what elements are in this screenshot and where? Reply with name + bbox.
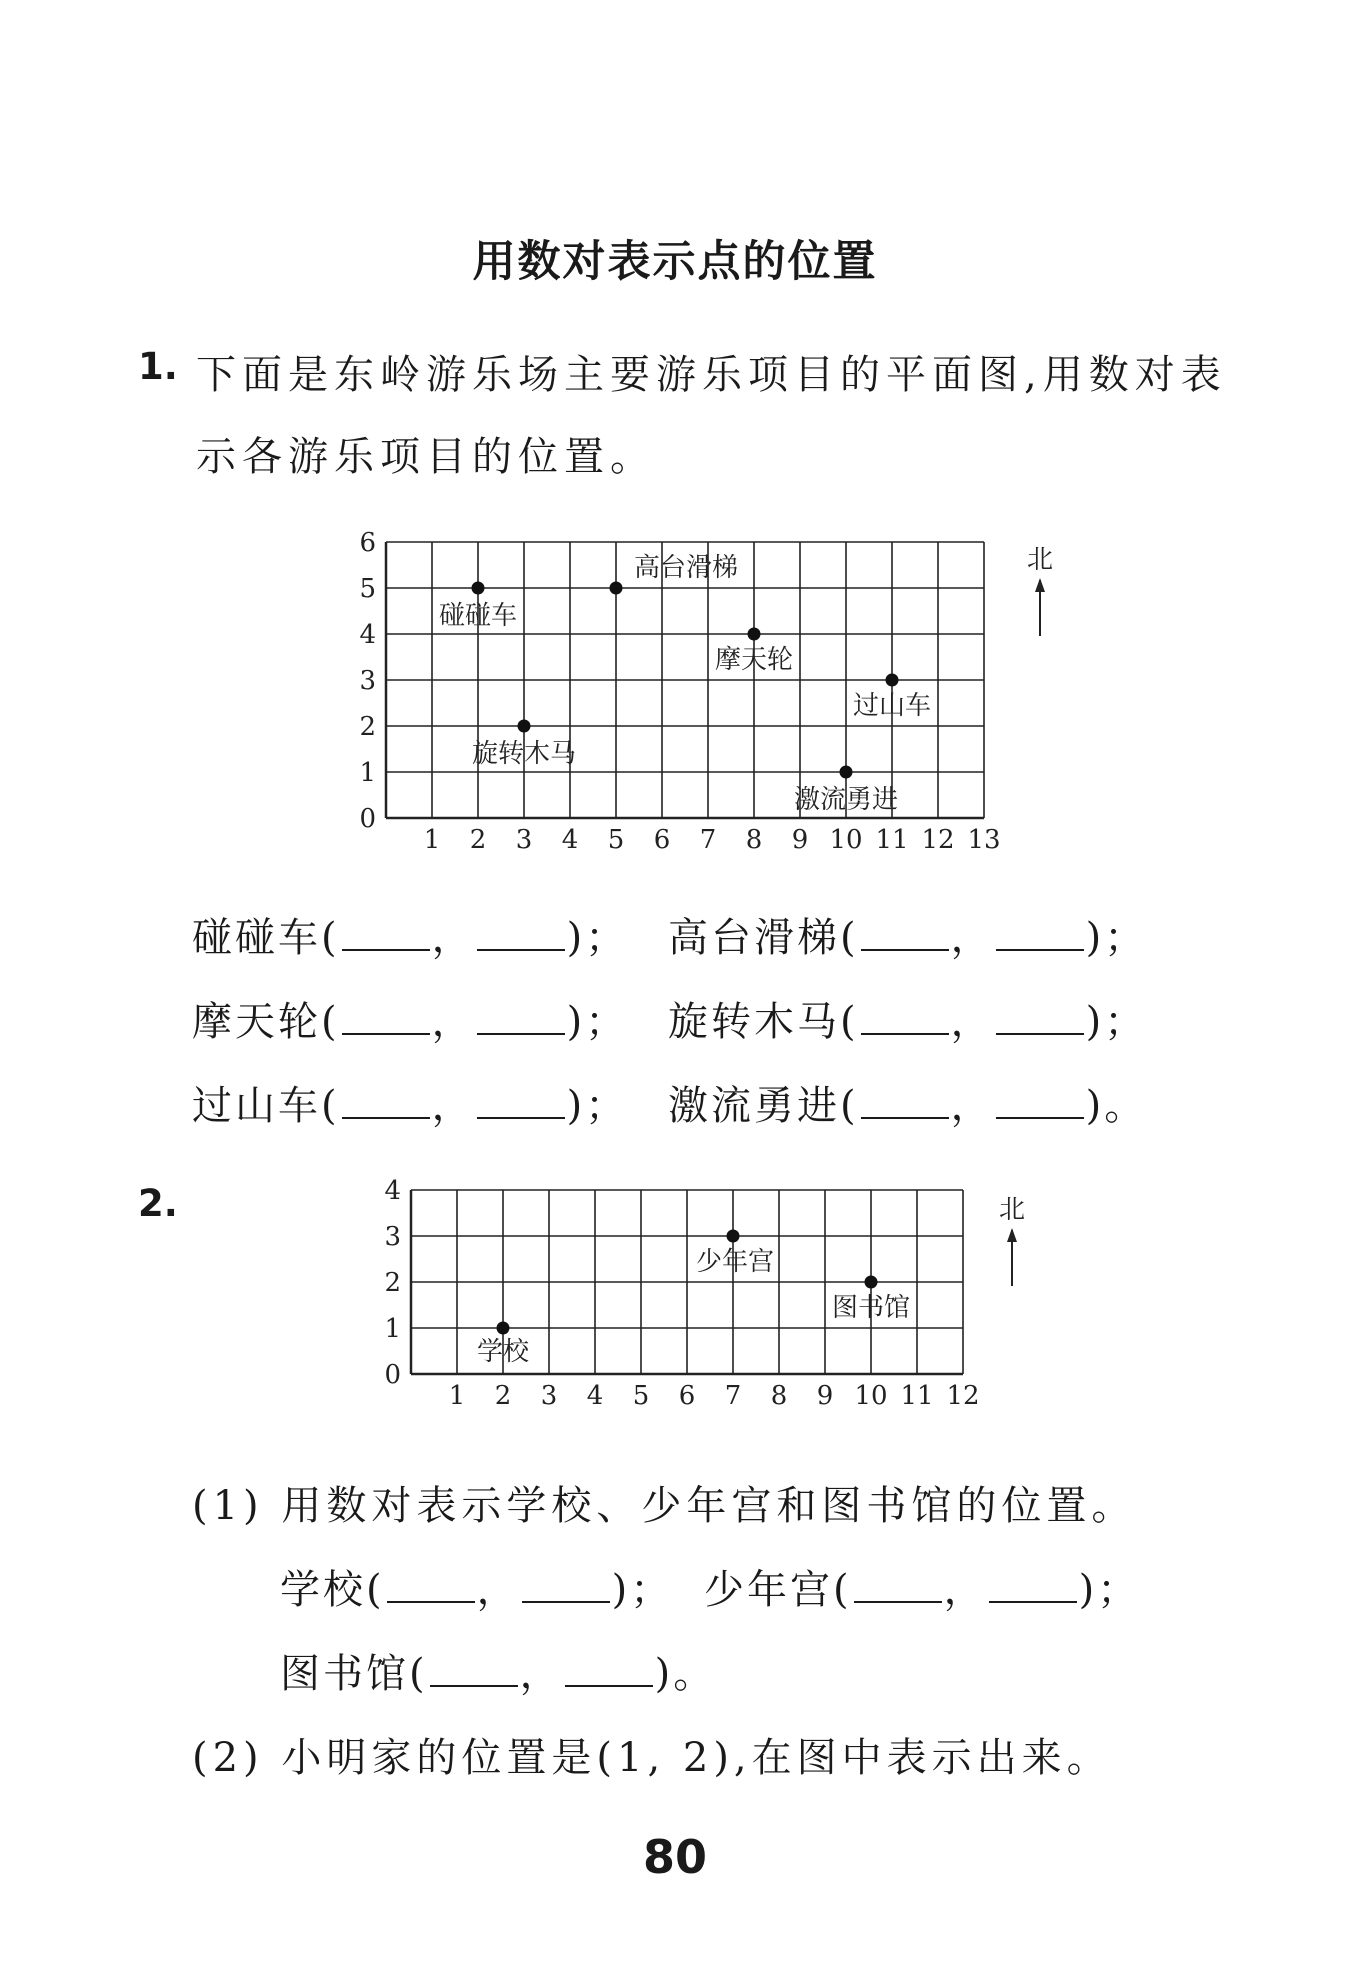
answer-label: 图书馆 bbox=[280, 1651, 409, 1697]
comma: ， bbox=[950, 915, 994, 961]
answer-row bbox=[668, 906, 1147, 963]
question-1-text-line1: 下面是东岭游乐场主要游乐项目的平面图,用数对表 bbox=[196, 352, 1227, 398]
part-marker: (2) bbox=[192, 1735, 264, 1781]
x-tick-label: 9 bbox=[816, 1381, 834, 1411]
part-text: 小明家的位置是(1, 2),在图中表示出来。 bbox=[281, 1735, 1112, 1781]
north-label: 北 bbox=[1026, 545, 1054, 575]
x-tick-label: 12 bbox=[921, 825, 955, 855]
paren-close: )； bbox=[1085, 915, 1148, 961]
answer-label: 过山车 bbox=[192, 1083, 321, 1129]
answer-row bbox=[192, 990, 628, 1047]
answer-label: 旋转木马 bbox=[668, 999, 840, 1045]
data-point bbox=[497, 1322, 510, 1335]
x-tick-label: 10 bbox=[829, 825, 863, 855]
answer-row bbox=[280, 1558, 673, 1615]
part-text: 用数对表示学校、少年宫和图书馆的位置。 bbox=[281, 1483, 1137, 1529]
y-tick-label: 2 bbox=[384, 1268, 401, 1299]
question-1-number: 1. bbox=[138, 345, 178, 388]
data-point bbox=[840, 766, 853, 779]
answer-row bbox=[280, 1642, 716, 1699]
answer-blank-y[interactable] bbox=[477, 919, 565, 951]
x-tick-label: 5 bbox=[632, 1381, 650, 1411]
answer-blank-y[interactable] bbox=[565, 1655, 653, 1687]
paren-close: )； bbox=[566, 915, 629, 961]
paren-close: )。 bbox=[1085, 1083, 1148, 1129]
answer-label: 学校 bbox=[280, 1567, 366, 1613]
answer-row bbox=[668, 990, 1147, 1047]
paren-open: ( bbox=[321, 1083, 340, 1129]
data-point bbox=[518, 720, 531, 733]
point-label: 激流勇进 bbox=[793, 785, 899, 815]
paren-close: )； bbox=[611, 1567, 674, 1613]
north-label: 北 bbox=[998, 1195, 1026, 1225]
paren-open: ( bbox=[840, 915, 859, 961]
point-label: 过山车 bbox=[852, 691, 932, 721]
answer-blank-x[interactable] bbox=[861, 1003, 949, 1035]
point-label: 学校 bbox=[476, 1337, 530, 1367]
y-tick-label: 6 bbox=[359, 528, 376, 559]
paren-close: )； bbox=[566, 999, 629, 1045]
answer-blank-x[interactable] bbox=[861, 1087, 949, 1119]
answer-row bbox=[192, 1074, 628, 1131]
paren-open: ( bbox=[321, 999, 340, 1045]
y-tick-label: 4 bbox=[384, 1176, 401, 1207]
x-tick-label: 8 bbox=[745, 825, 763, 855]
x-tick-label: 9 bbox=[791, 825, 809, 855]
paren-open: ( bbox=[840, 999, 859, 1045]
paren-open: ( bbox=[833, 1567, 852, 1613]
x-tick-label: 6 bbox=[653, 825, 671, 855]
comma: ， bbox=[950, 1083, 994, 1129]
y-tick-label: 4 bbox=[359, 620, 376, 651]
answer-blank-y[interactable] bbox=[477, 1003, 565, 1035]
x-tick-label: 2 bbox=[494, 1381, 512, 1411]
paren-close: )。 bbox=[654, 1651, 717, 1697]
north-arrow-head bbox=[1035, 578, 1045, 592]
y-tick-label: 3 bbox=[359, 666, 376, 697]
x-tick-label: 6 bbox=[678, 1381, 696, 1411]
comma: ， bbox=[431, 999, 475, 1045]
data-point bbox=[610, 582, 623, 595]
paren-open: ( bbox=[321, 915, 340, 961]
y-tick-label: 0 bbox=[384, 1360, 401, 1391]
point-label: 摩天轮 bbox=[714, 645, 794, 675]
answer-blank-x[interactable] bbox=[861, 919, 949, 951]
x-tick-label: 8 bbox=[770, 1381, 788, 1411]
x-tick-label: 7 bbox=[724, 1381, 742, 1411]
answer-label: 少年宫 bbox=[704, 1567, 833, 1613]
paren-open: ( bbox=[409, 1651, 428, 1697]
point-label: 少年宫 bbox=[695, 1247, 775, 1277]
y-tick-label: 1 bbox=[384, 1314, 401, 1345]
paren-close: )； bbox=[566, 1083, 629, 1129]
question-2-number: 2. bbox=[138, 1182, 178, 1225]
comma: ， bbox=[476, 1567, 520, 1613]
x-tick-label: 1 bbox=[423, 825, 441, 855]
part-marker: (1) bbox=[192, 1483, 264, 1529]
comma: ， bbox=[431, 1083, 475, 1129]
question-2-part-2 bbox=[192, 1726, 1112, 1783]
x-tick-label: 1 bbox=[448, 1381, 466, 1411]
x-tick-label: 12 bbox=[946, 1381, 980, 1411]
comma: ， bbox=[519, 1651, 563, 1697]
answer-row bbox=[704, 1558, 1140, 1615]
answer-blank-y[interactable] bbox=[996, 1087, 1084, 1119]
answer-label: 高台滑梯 bbox=[668, 915, 840, 961]
x-tick-label: 11 bbox=[900, 1381, 934, 1411]
point-label: 碰碰车 bbox=[438, 601, 518, 631]
data-point bbox=[886, 674, 899, 687]
data-point bbox=[472, 582, 485, 595]
paren-open: ( bbox=[840, 1083, 859, 1129]
answer-label: 激流勇进 bbox=[668, 1083, 840, 1129]
y-tick-label: 0 bbox=[359, 804, 376, 835]
paren-open: ( bbox=[366, 1567, 385, 1613]
point-label: 图书馆 bbox=[831, 1293, 911, 1323]
data-point bbox=[865, 1276, 878, 1289]
answer-blank-x[interactable] bbox=[854, 1571, 942, 1603]
answer-blank-x[interactable] bbox=[430, 1655, 518, 1687]
comma: ， bbox=[431, 915, 475, 961]
answer-blank-x[interactable] bbox=[387, 1571, 475, 1603]
answer-label: 碰碰车 bbox=[192, 915, 321, 961]
y-tick-label: 1 bbox=[359, 758, 376, 789]
answer-blank-y[interactable] bbox=[477, 1087, 565, 1119]
x-tick-label: 11 bbox=[875, 825, 909, 855]
page-number: 80 bbox=[642, 1830, 707, 1884]
answer-blank-y[interactable] bbox=[996, 1003, 1084, 1035]
answer-blank-y[interactable] bbox=[996, 919, 1084, 951]
answer-blank-x[interactable] bbox=[342, 1003, 430, 1035]
chart-group bbox=[384, 1176, 1025, 1411]
answer-blank-x[interactable] bbox=[342, 1087, 430, 1119]
answer-blank-y[interactable] bbox=[989, 1571, 1077, 1603]
question-2-part-1 bbox=[192, 1474, 1136, 1531]
x-tick-label: 7 bbox=[699, 825, 717, 855]
y-tick-label: 3 bbox=[384, 1222, 401, 1253]
answer-row bbox=[668, 1074, 1147, 1131]
x-tick-label: 4 bbox=[586, 1381, 604, 1411]
paren-close: )； bbox=[1085, 999, 1148, 1045]
x-tick-label: 3 bbox=[540, 1381, 558, 1411]
point-label: 旋转木马 bbox=[471, 739, 577, 769]
paren-close: )； bbox=[1078, 1567, 1141, 1613]
data-point bbox=[748, 628, 761, 641]
y-tick-label: 2 bbox=[359, 712, 376, 743]
x-tick-label: 4 bbox=[561, 825, 579, 855]
answer-row bbox=[192, 906, 628, 963]
answer-blank-y[interactable] bbox=[522, 1571, 610, 1603]
point-label: 高台滑梯 bbox=[633, 553, 739, 583]
question-1-text-line2: 示各游乐项目的位置。 bbox=[196, 434, 656, 480]
answer-label: 摩天轮 bbox=[192, 999, 321, 1045]
x-tick-label: 2 bbox=[469, 825, 487, 855]
x-tick-label: 3 bbox=[515, 825, 533, 855]
answer-blank-x[interactable] bbox=[342, 919, 430, 951]
y-tick-label: 5 bbox=[359, 574, 376, 605]
north-arrow-head bbox=[1007, 1228, 1017, 1242]
x-tick-label: 13 bbox=[967, 825, 1001, 855]
comma: ， bbox=[943, 1567, 987, 1613]
x-tick-label: 5 bbox=[607, 825, 625, 855]
x-tick-label: 10 bbox=[854, 1381, 888, 1411]
chart-group bbox=[359, 528, 1053, 855]
data-point bbox=[727, 1230, 740, 1243]
page-title: 用数对表示点的位置 bbox=[472, 237, 878, 287]
comma: ， bbox=[950, 999, 994, 1045]
